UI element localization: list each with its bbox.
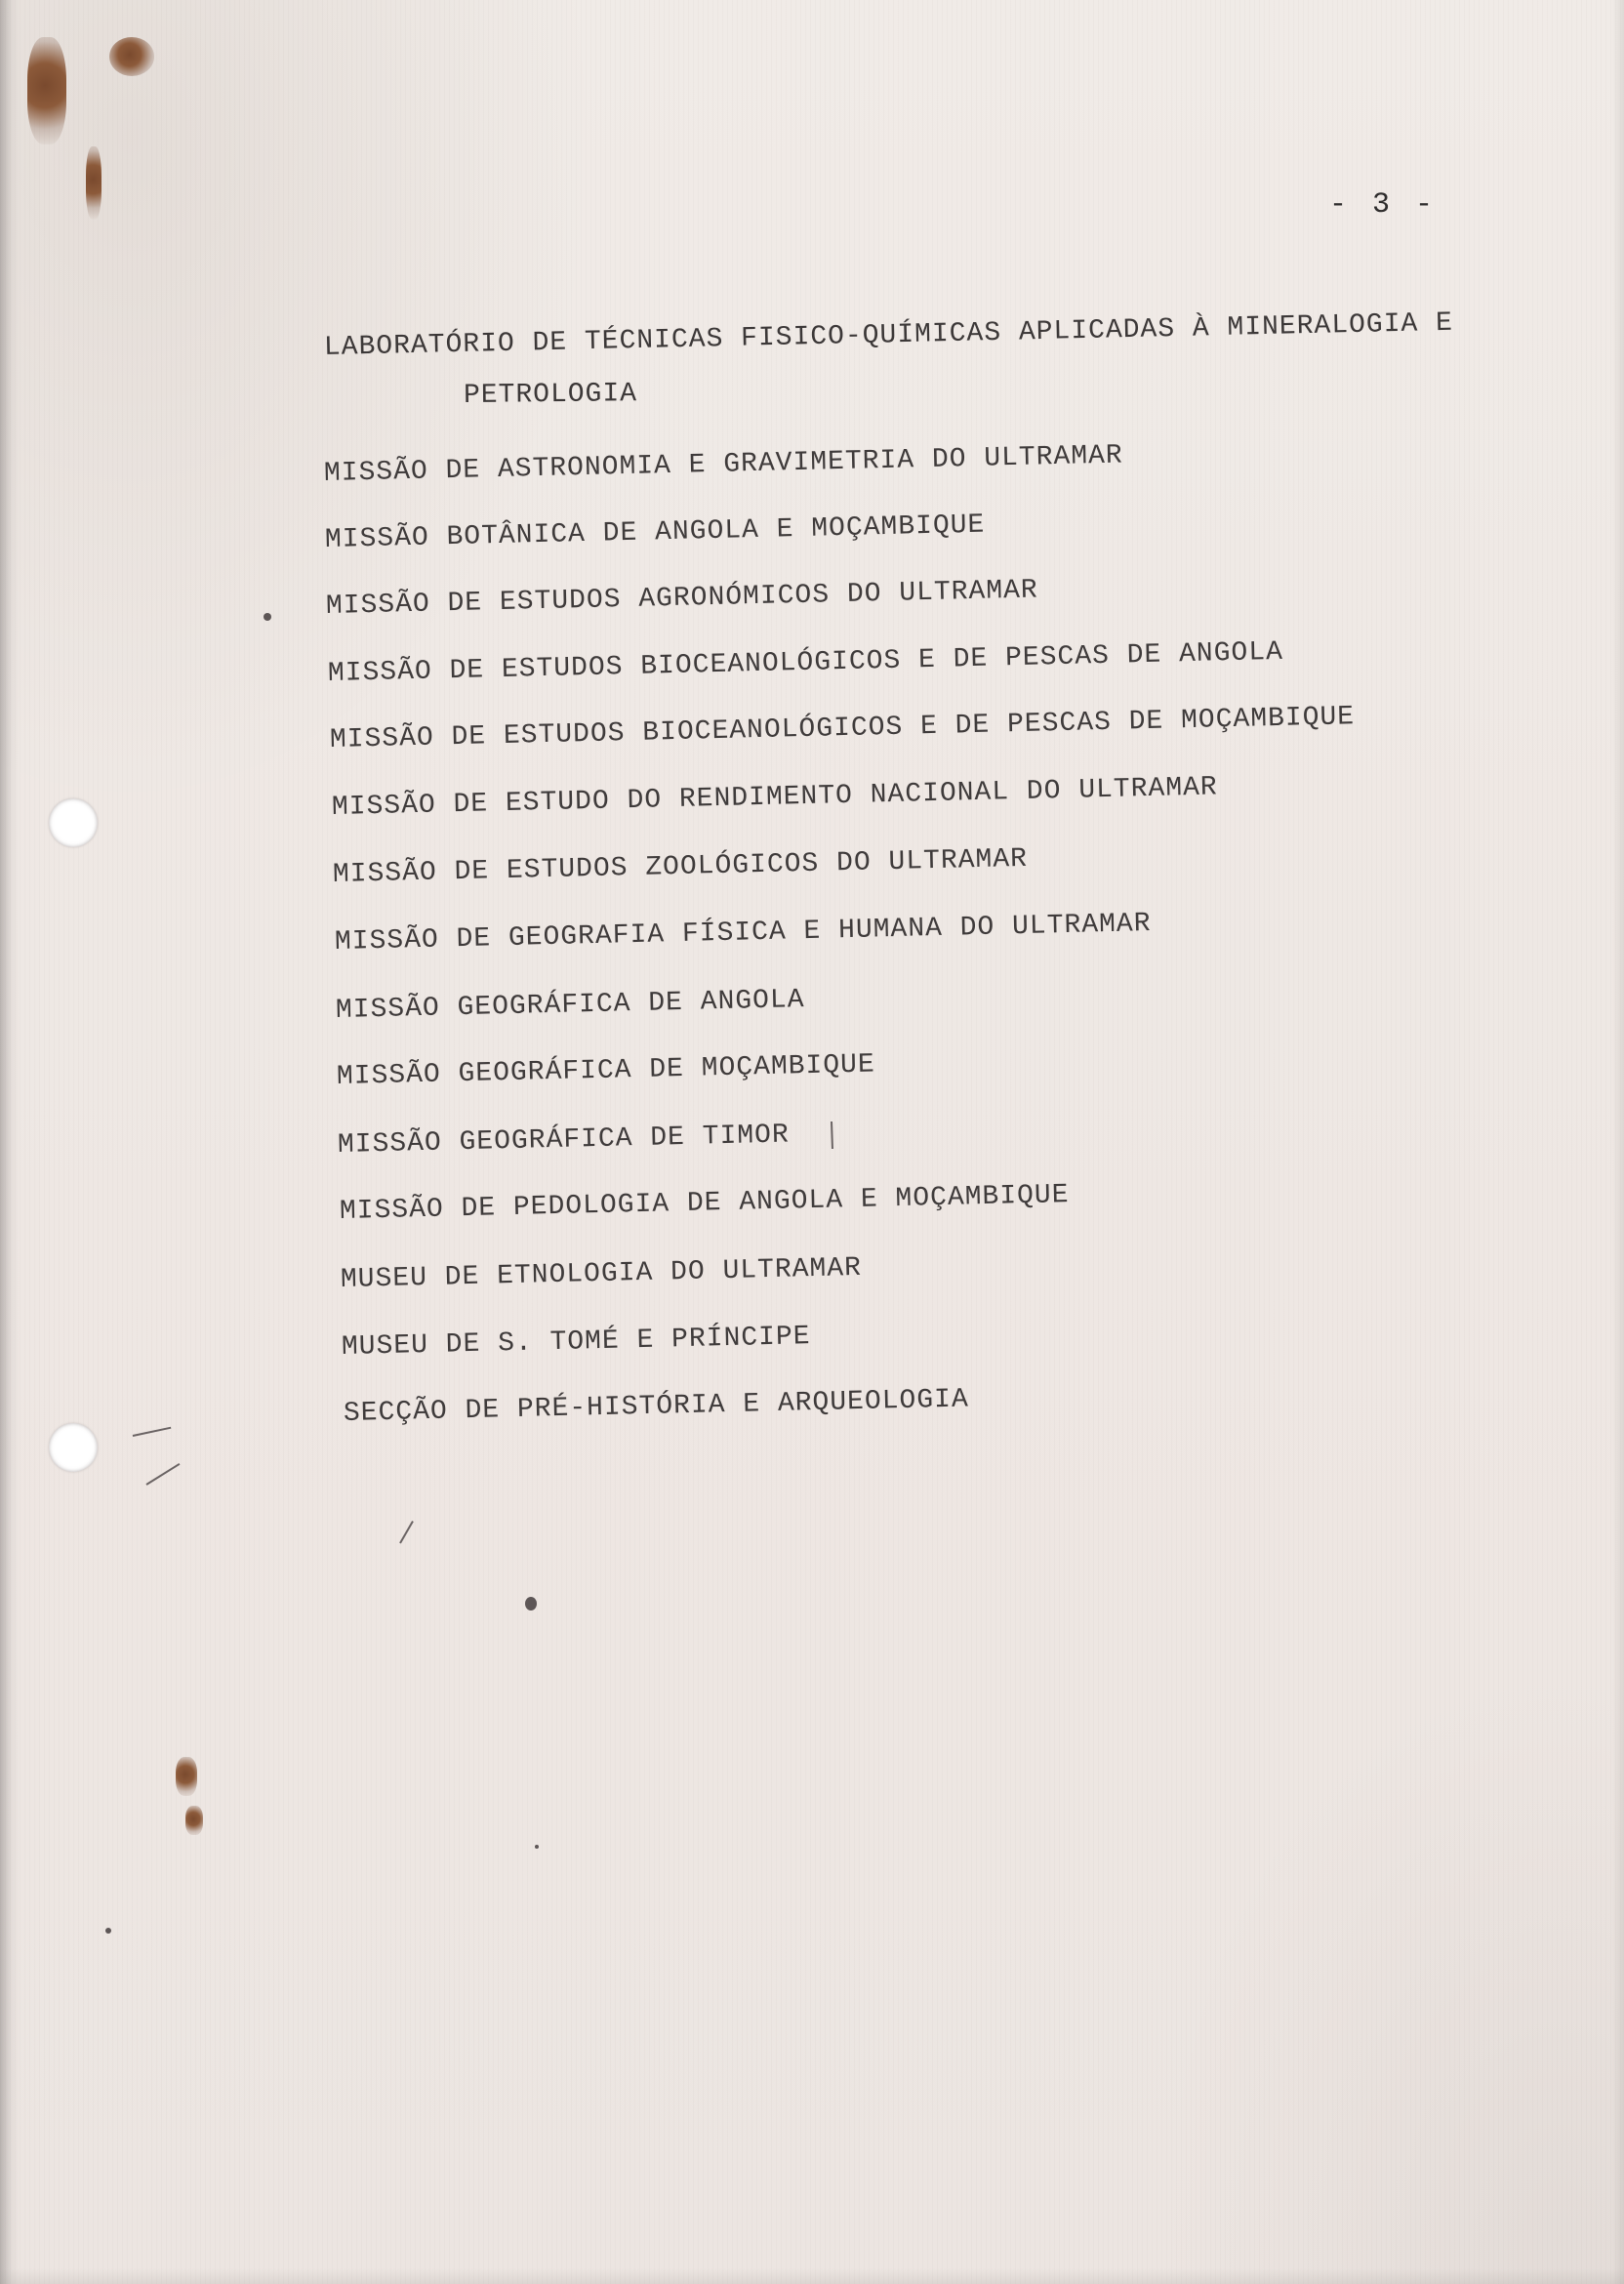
- heading-line-1: LABORATÓRIO DE TÉCNICAS FISICO-QUÍMICAS APLICADAS À MINERALOGIA E: [323, 307, 1454, 363]
- page-number: - 3 -: [1329, 188, 1438, 222]
- list-item: MISSÃO DE ESTUDOS BIOCEANOLÓGICOS E DE PESCAS DE ANGOLA: [327, 636, 1284, 689]
- list-item: MISSÃO DE ESTUDOS BIOCEANOLÓGICOS E DE PESCAS DE MOÇAMBIQUE: [329, 702, 1356, 755]
- list-item: MISSÃO BOTÂNICA DE ANGOLA E MOÇAMBIQUE: [324, 510, 986, 555]
- list-item: MUSEU DE ETNOLOGIA DO ULTRAMAR: [340, 1252, 863, 1295]
- list-item: MISSÃO DE GEOGRAFIA FÍSICA E HUMANA DO ULTRAMAR: [334, 909, 1152, 958]
- list-item: MISSÃO DE ESTUDO DO RENDIMENTO NACIONAL DO ULTRAMAR: [331, 772, 1219, 823]
- list-item: MISSÃO DE ESTUDOS ZOOLÓGICOS DO ULTRAMAR: [332, 843, 1029, 890]
- list-item: MISSÃO DE ESTUDOS AGRONÓMICOS DO ULTRAMAR: [325, 575, 1039, 622]
- list-item: SECÇÃO DE PRÉ-HISTÓRIA E ARQUEOLOGIA: [343, 1384, 970, 1429]
- list-item: MISSÃO DE PEDOLOGIA DE ANGOLA E MOÇAMBIQUE: [339, 1180, 1070, 1227]
- list-item: MISSÃO GEOGRÁFICA DE TIMOR: [337, 1120, 791, 1161]
- list-item: MISSÃO GEOGRÁFICA DE MOÇAMBIQUE: [336, 1049, 876, 1092]
- heading-line-2: PETROLOGIA: [463, 379, 638, 411]
- list-item: MISSÃO DE ASTRONOMIA E GRAVIMETRIA DO ULTRAMAR: [323, 440, 1124, 489]
- list-item: MUSEU DE S. TOMÉ E PRÍNCIPE: [341, 1322, 811, 1363]
- list-item: MISSÃO GEOGRÁFICA DE ANGOLA: [335, 985, 805, 1026]
